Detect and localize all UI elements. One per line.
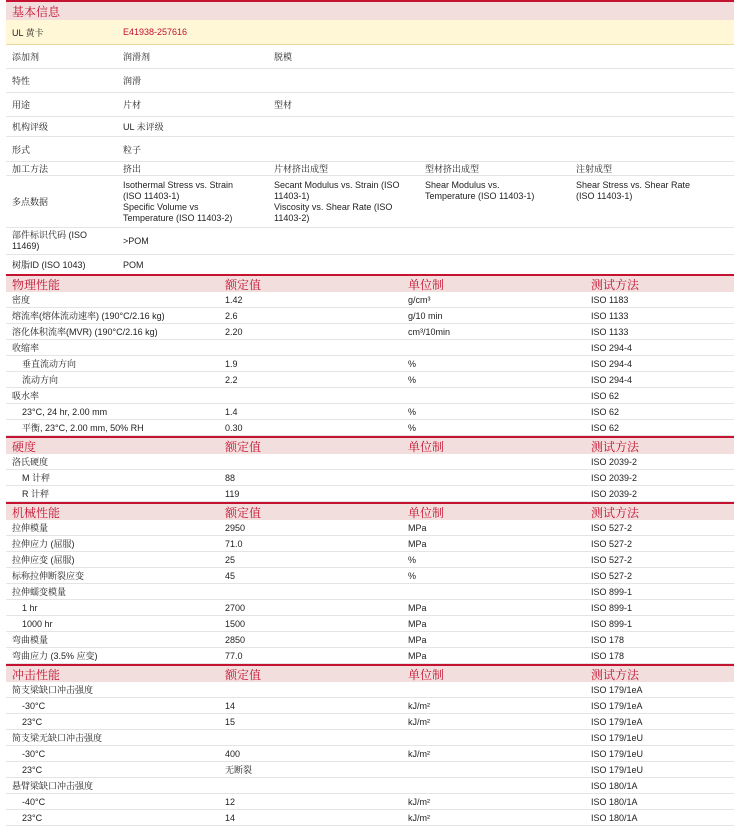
basic-info-title: 基本信息 (6, 0, 734, 20)
multipoint-line: 11403-2) (274, 212, 310, 223)
multipoint-line: Viscosity vs. Shear Rate (ISO (274, 201, 393, 212)
property-value: 119 (225, 488, 240, 499)
multipoint-line: Shear Stress vs. Shear Rate (576, 180, 691, 190)
property-row (6, 762, 734, 778)
property-value: 1.9 (225, 358, 238, 369)
header-method: 测试方法 (591, 439, 640, 454)
form-label: 形式 (12, 144, 31, 155)
part-code-row (6, 228, 734, 255)
property-method: ISO 1133 (591, 326, 629, 337)
part-code-label-line: 部件标识代码 (ISO (12, 230, 88, 240)
multipoint-line: Specific Volume vs (123, 201, 199, 212)
agency-label: 机构评级 (12, 122, 49, 132)
resin-id-row (6, 255, 734, 274)
property-row (6, 420, 734, 436)
property-row (6, 340, 734, 356)
property-name: R 计秤 (22, 489, 50, 499)
property-row (6, 404, 734, 420)
property-name: 收缩率 (12, 343, 40, 353)
use-value: 型材 (274, 100, 293, 110)
property-row (6, 308, 734, 324)
use-label: 用途 (12, 100, 31, 110)
property-name: 简支梁缺口冲击强度 (12, 685, 94, 695)
property-name: M 计秤 (22, 473, 50, 483)
ul-label: UL 黄卡 (12, 27, 44, 38)
feature-row (6, 69, 734, 93)
property-method: ISO 179/1eU (591, 764, 644, 775)
property-value: 88 (225, 472, 236, 483)
process-value: 型材挤出成型 (425, 164, 480, 174)
ul-value-link[interactable]: E41938-257616 (123, 27, 188, 37)
property-row (6, 778, 734, 794)
property-method: ISO 1183 (591, 294, 629, 305)
property-method: ISO 294-4 (591, 342, 633, 353)
property-name: 23°C (22, 764, 43, 775)
property-method: ISO 294-4 (591, 358, 633, 369)
property-unit: MPa (408, 618, 427, 629)
section-title: 冲击性能 (12, 667, 61, 682)
property-method: ISO 899-1 (591, 586, 633, 597)
property-row (6, 552, 734, 568)
process-value: 注射成型 (576, 164, 613, 174)
property-value: 1.42 (225, 294, 243, 305)
property-section (6, 274, 734, 436)
resin-id-value: POM (123, 259, 144, 270)
header-method: 测试方法 (591, 505, 640, 520)
property-name: 密度 (12, 295, 31, 305)
property-row (6, 520, 734, 536)
property-section (6, 436, 734, 502)
property-row (6, 746, 734, 762)
property-unit: kJ/m² (408, 796, 430, 807)
header-unit: 单位制 (408, 439, 445, 454)
part-code-label-line: 11469) (12, 241, 40, 251)
section-header (6, 274, 734, 292)
multipoint-line: Isothermal Stress vs. Strain (123, 179, 234, 190)
resin-id-label: 树脂ID (ISO 1043) (12, 260, 86, 270)
property-name: 平衡, 23°C, 2.00 mm, 50% RH (22, 423, 144, 433)
property-name: 吸水率 (12, 391, 40, 401)
property-value: 14 (225, 700, 236, 711)
property-value: 1500 (225, 618, 246, 629)
property-method: ISO 180/1A (591, 796, 638, 807)
property-name: 熔流率(熔体流动速率) (190°C/2.16 kg) (12, 311, 165, 321)
property-method: ISO 179/1eA (591, 716, 643, 727)
property-method: ISO 1133 (591, 310, 629, 321)
property-value: 12 (225, 796, 236, 807)
section-header (6, 436, 734, 454)
part-code-label (6, 230, 123, 252)
header-unit: 单位制 (408, 277, 445, 292)
property-row (6, 486, 734, 502)
property-row (6, 810, 734, 826)
process-value: 片材挤出成型 (274, 164, 329, 174)
property-unit: % (408, 374, 417, 385)
property-method: ISO 180/1A (591, 780, 638, 791)
part-code-value: >POM (123, 236, 149, 246)
agency-value: UL 未评级 (123, 122, 164, 132)
property-name: 悬臂梁缺口冲击强度 (12, 781, 94, 791)
property-name: 弯曲应力 (3.5% 应变) (12, 651, 98, 661)
property-name: 标称拉伸断裂应变 (12, 571, 85, 581)
multipoint-value (123, 180, 274, 224)
multipoint-line: Temperature (ISO 11403-1) (425, 191, 535, 201)
property-method: ISO 527-2 (591, 554, 633, 565)
property-row (6, 292, 734, 308)
property-method: ISO 527-2 (591, 570, 633, 581)
property-value: 45 (225, 570, 236, 581)
property-unit: MPa (408, 634, 427, 645)
section-title: 物理性能 (12, 277, 61, 292)
property-value: 2.20 (225, 326, 243, 337)
property-method: ISO 179/1eA (591, 684, 643, 695)
feature-value: 润滑 (123, 76, 142, 86)
property-method: ISO 2039-2 (591, 456, 638, 467)
property-unit: kJ/m² (408, 700, 430, 711)
property-value: 71.0 (225, 538, 243, 549)
property-name: 流动方向 (22, 375, 59, 385)
property-method: ISO 2039-2 (591, 488, 638, 499)
property-row (6, 794, 734, 810)
property-unit: g/10 min (408, 310, 443, 321)
form-row (6, 137, 734, 162)
property-row (6, 600, 734, 616)
property-value: 0.30 (225, 422, 243, 433)
property-name: 1000 hr (22, 618, 53, 629)
section-title: 机械性能 (12, 505, 61, 520)
use-row (6, 93, 734, 117)
property-sections (6, 274, 734, 826)
property-method: ISO 2039-2 (591, 472, 638, 483)
property-unit: MPa (408, 650, 427, 661)
feature-label: 特性 (12, 76, 31, 86)
property-row (6, 584, 734, 600)
property-value: 无断裂 (225, 765, 253, 775)
header-value: 额定值 (225, 505, 262, 520)
property-method: ISO 62 (591, 390, 620, 401)
property-value: 77.0 (225, 650, 243, 661)
property-name: 垂直流动方向 (22, 359, 77, 369)
use-value: 片材 (123, 100, 142, 110)
property-value: 15 (225, 716, 236, 727)
property-unit: % (408, 422, 417, 433)
property-value: 14 (225, 812, 236, 823)
property-method: ISO 180/1A (591, 812, 638, 823)
property-method: ISO 62 (591, 422, 620, 433)
header-method: 测试方法 (591, 667, 640, 682)
multipoint-line: Shear Modulus vs. (425, 180, 500, 190)
property-unit: MPa (408, 522, 427, 533)
agency-row (6, 117, 734, 137)
property-row (6, 324, 734, 340)
property-name: 1 hr (22, 602, 38, 613)
multipoint-line: Temperature (ISO 11403-2) (123, 212, 233, 223)
property-row (6, 372, 734, 388)
process-row (6, 162, 734, 176)
property-row (6, 454, 734, 470)
property-value: 2950 (225, 522, 246, 533)
property-method: ISO 899-1 (591, 618, 633, 629)
property-row (6, 356, 734, 372)
property-name: 拉伸应力 (屈服) (12, 539, 75, 549)
property-method: ISO 179/1eU (591, 748, 644, 759)
property-unit: kJ/m² (408, 716, 430, 727)
property-row (6, 470, 734, 486)
process-label: 加工方法 (12, 164, 49, 174)
property-name: -30°C (22, 748, 46, 759)
property-unit: MPa (408, 538, 427, 549)
header-value: 额定值 (225, 667, 262, 682)
process-value: 挤出 (123, 164, 142, 174)
property-method: ISO 178 (591, 650, 625, 661)
property-unit: g/cm³ (408, 294, 431, 305)
property-unit: MPa (408, 602, 427, 613)
property-name: -30°C (22, 700, 46, 711)
property-value: 1.4 (225, 406, 238, 417)
property-value: 2850 (225, 634, 246, 645)
header-method: 测试方法 (591, 277, 640, 292)
section-title: 硬度 (12, 439, 37, 454)
property-row (6, 730, 734, 746)
property-row (6, 698, 734, 714)
additive-value: 润滑剂 (123, 52, 151, 62)
property-name: 拉伸模量 (12, 523, 49, 533)
property-value: 2.2 (225, 374, 238, 385)
header-value: 额定值 (225, 277, 262, 292)
property-method: ISO 179/1eA (591, 700, 643, 711)
property-name: 洛氏硬度 (12, 457, 49, 467)
property-unit: % (408, 406, 417, 417)
property-method: ISO 62 (591, 406, 620, 417)
property-value: 2700 (225, 602, 246, 613)
multipoint-value (274, 180, 425, 224)
property-section (6, 664, 734, 826)
property-name: 拉伸应变 (屈服) (12, 555, 75, 565)
multipoint-line: (ISO 11403-1) (123, 190, 180, 201)
property-unit: % (408, 554, 417, 565)
property-name: 弯曲模量 (12, 635, 49, 645)
additive-label: 添加剂 (12, 52, 40, 62)
header-unit: 单位制 (408, 505, 445, 520)
multipoint-value (576, 176, 734, 202)
property-name: -40°C (22, 796, 46, 807)
property-method: ISO 178 (591, 634, 625, 645)
multipoint-row (6, 176, 734, 228)
header-value: 额定值 (225, 439, 262, 454)
additive-value: 脱模 (274, 52, 293, 62)
property-unit: cm³/10min (408, 326, 451, 337)
property-unit: kJ/m² (408, 812, 430, 823)
form-value: 粒子 (123, 144, 142, 155)
section-header (6, 502, 734, 520)
property-row (6, 632, 734, 648)
multipoint-line: Secant Modulus vs. Strain (ISO (274, 179, 400, 190)
property-row (6, 616, 734, 632)
property-name: 23°C (22, 812, 43, 823)
ul-yellow-card-row (6, 20, 734, 45)
multipoint-label: 多点数据 (12, 197, 49, 207)
additive-row (6, 45, 734, 69)
property-row (6, 536, 734, 552)
property-value: 2.6 (225, 310, 238, 321)
property-method: ISO 179/1eU (591, 732, 644, 743)
property-method: ISO 527-2 (591, 522, 633, 533)
multipoint-line: (ISO 11403-1) (576, 191, 633, 201)
property-row (6, 388, 734, 404)
property-row (6, 568, 734, 584)
property-method: ISO 899-1 (591, 602, 633, 613)
property-section (6, 502, 734, 664)
property-unit: kJ/m² (408, 748, 430, 759)
property-method: ISO 527-2 (591, 538, 633, 549)
property-name: 23°C, 24 hr, 2.00 mm (22, 406, 108, 417)
header-unit: 单位制 (408, 667, 445, 682)
property-row (6, 648, 734, 664)
property-name: 溶化体积流率(MVR) (190°C/2.16 kg) (12, 327, 158, 337)
property-name: 23°C (22, 716, 43, 727)
property-row (6, 714, 734, 730)
property-name: 简支梁无缺口冲击强度 (12, 733, 103, 743)
property-unit: % (408, 570, 417, 581)
property-unit: % (408, 358, 417, 369)
property-method: ISO 294-4 (591, 374, 633, 385)
property-value: 25 (225, 554, 236, 565)
multipoint-value (425, 176, 576, 202)
property-value: 400 (225, 748, 241, 759)
property-name: 拉伸蠕变模量 (12, 587, 67, 597)
multipoint-line: 11403-1) (274, 190, 310, 201)
property-row (6, 682, 734, 698)
section-header (6, 664, 734, 682)
